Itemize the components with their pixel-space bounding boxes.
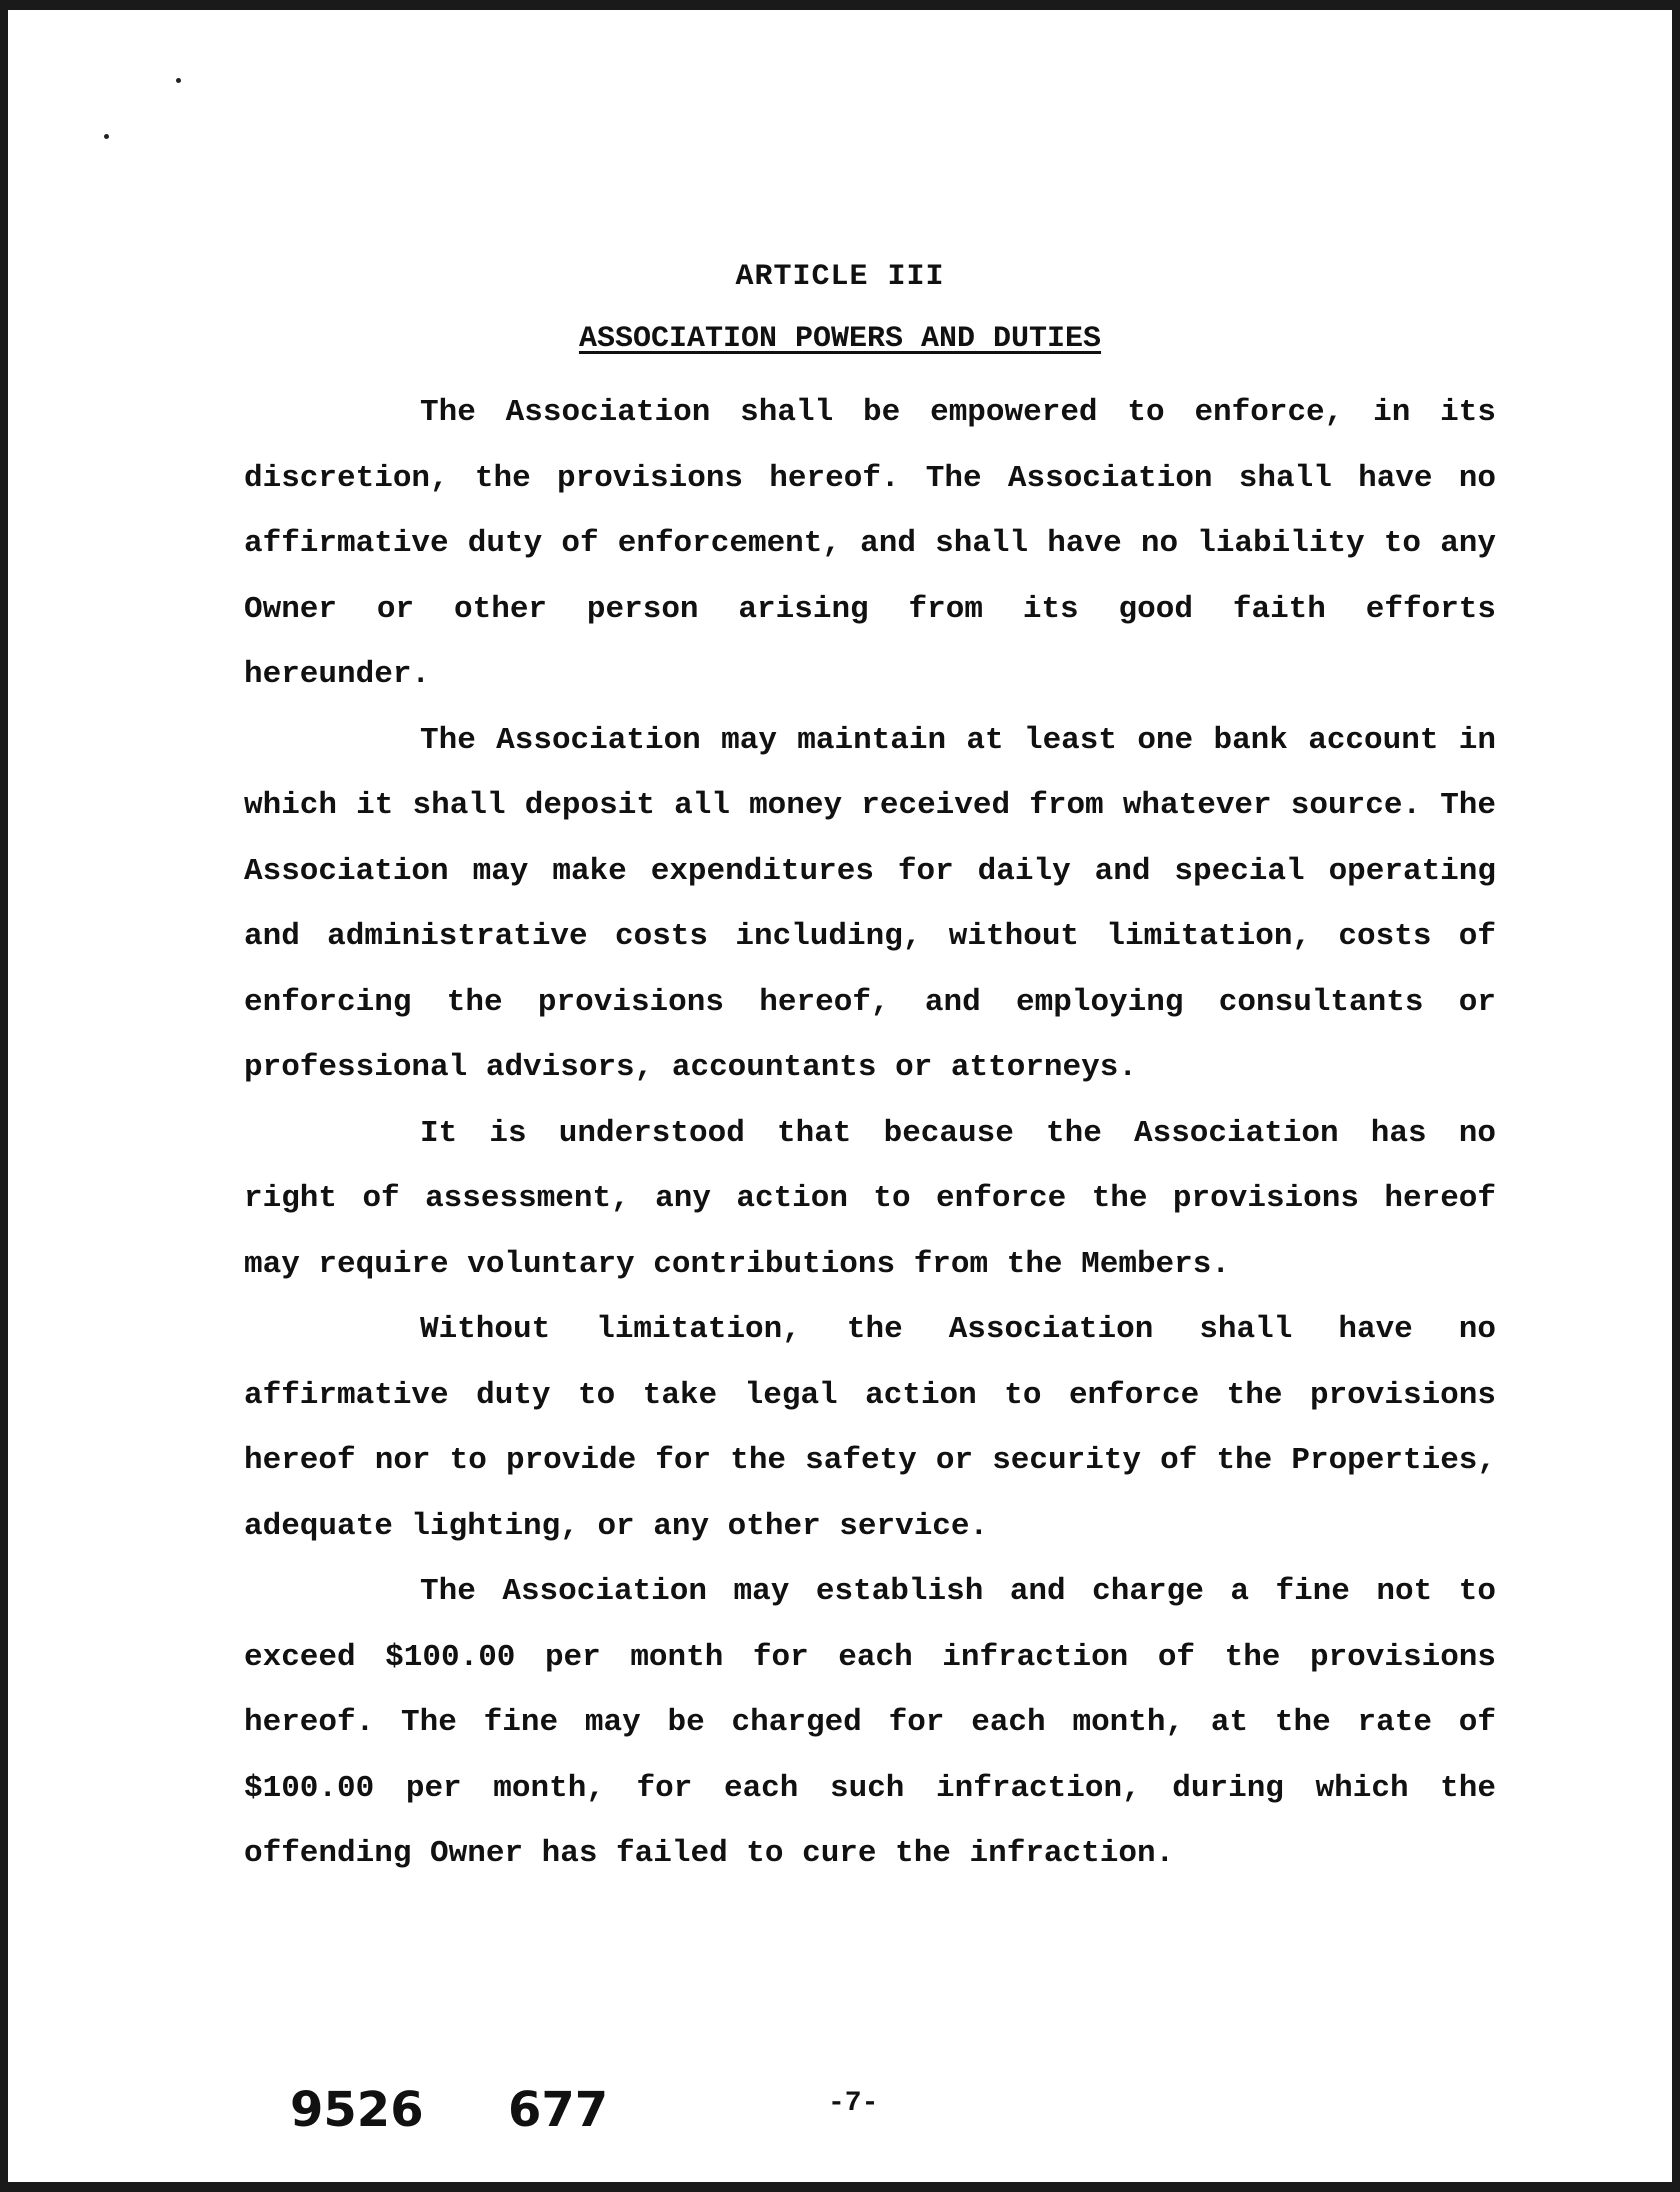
document-page bbox=[8, 10, 1672, 2182]
document-body bbox=[244, 380, 1496, 1887]
section-title: ASSOCIATION POWERS AND DUTIES bbox=[578, 322, 1102, 356]
scan-speck bbox=[104, 134, 109, 139]
footer-reference-left: 9526 bbox=[290, 2082, 424, 2138]
footer-reference-right: 677 bbox=[508, 2082, 609, 2138]
article-heading: ARTICLE III bbox=[735, 260, 945, 294]
page-number: -7- bbox=[828, 2088, 879, 2119]
paragraph-fines: The Association may establish and charge a fine not to exceed $100.00 per month for each infraction of the provisions hereof. The fine may be charged for each month, at the rate of $100.00 per month, for each such infraction, during which the offending Owner has failed to cure the infraction. bbox=[244, 1574, 1496, 1871]
paragraph-no-assessment: It is understood that because the Association has no right of assessment, any action to enforce the provisions hereof may require voluntary contributions from the Members. bbox=[244, 1115, 1496, 1282]
scan-speck bbox=[176, 78, 181, 83]
paragraph-bank-account: The Association may maintain at least one bank account in which it shall deposit all money received from whatever source. The Association may make expenditures for daily and special operating and administrative costs including, without limitation, costs of enforcing the provisions hereof, and employing consultants or professional advisors, accountants or attorneys. bbox=[244, 722, 1496, 1085]
paragraph-enforcement: The Association shall be empowered to enforce, in its discretion, the provisions hereof. The Association shall have no affirmative duty of enforcement, and shall have no liability to any Owner or other person arising from its good faith efforts hereunder. bbox=[244, 395, 1496, 692]
paragraph-no-legal-duty: Without limitation, the Association shall have no affirmative duty to take legal action to enforce the provisions hereof nor to provide for the safety or security of the Properties, adequate lighting, or any other service. bbox=[244, 1312, 1496, 1544]
